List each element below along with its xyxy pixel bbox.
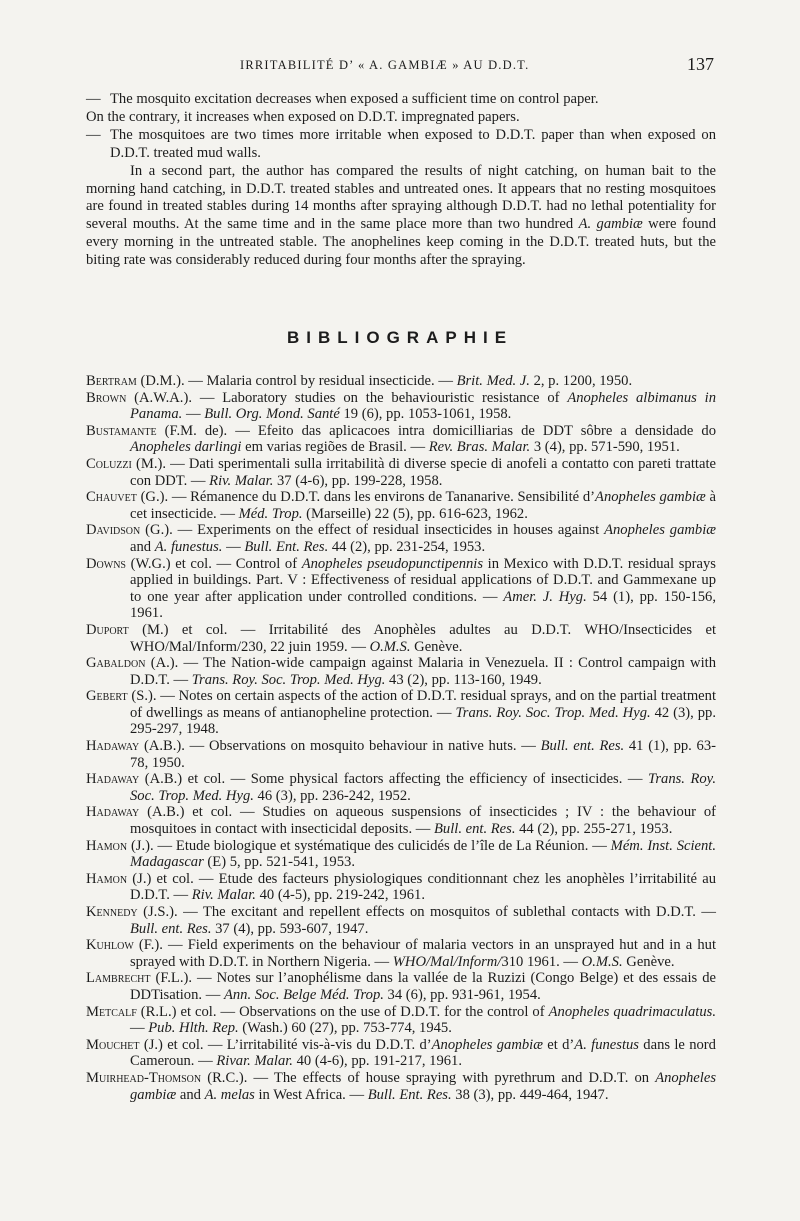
reference-author: Bustamante <box>86 422 157 439</box>
reference-author: Hadaway <box>86 804 140 821</box>
reference-text: (F.). — Field experiments on the behaviour of malaria vectors in an unsprayed hut and in a hut sprayed with D.D.T. in Northern Nigeria. — <box>130 937 716 970</box>
reference-entry <box>86 771 716 804</box>
reference-text: 37 (4), pp. 593-607, 1947. <box>211 920 369 937</box>
reference-entry <box>86 738 716 771</box>
reference-text: (J.) et col. — L’irritabilité vis-à-vis du D.D.T. d’ <box>139 1036 432 1053</box>
reference-entry <box>86 556 716 622</box>
journal-title: Brit. Med. J. <box>456 373 530 389</box>
reference-author: Hamon <box>86 837 128 854</box>
reference-text: — <box>182 406 205 423</box>
journal-title: Riv. Malar. <box>209 472 274 489</box>
reference-author: Kennedy <box>86 904 138 920</box>
reference-text: (R.C.). — The effects of house spraying with pyrethrum and D.D.T. on <box>201 1069 656 1086</box>
journal-title: Ann. Soc. Belge Méd. Trop. <box>223 986 384 1003</box>
reference-text: (J.S.). — The excitant and repellent effects on mosquitos of sublethal contacts with D.D.T. — <box>137 904 716 920</box>
reference-author: Brown <box>86 389 127 406</box>
reference-author: Hadaway <box>86 738 140 755</box>
reference-author: Davidson <box>86 522 141 539</box>
journal-title: Rivar. Malar. <box>216 1053 293 1070</box>
summary-item-1 <box>86 91 716 109</box>
journal-title: Trans. Roy. Soc. Trop. Med. Hyg. <box>130 771 716 804</box>
species-name: A. funestus <box>574 1036 639 1053</box>
reference-text: 19 (6), pp. 1053-1061, 1958. <box>339 406 512 423</box>
species-name: Anopheles gambiæ <box>431 1036 543 1053</box>
reference-entry <box>86 970 716 1003</box>
summary-item-1-continuation: On the contrary, it increases when exposed on D.D.T. impregnated papers. <box>86 108 520 125</box>
reference-entry <box>86 423 716 456</box>
reference-text: (A.B.) et col. — Studies on aqueous suspensions of insecticides ; IV : the behaviour of mosquitoes in contact with insecticidal deposits. — <box>130 804 716 838</box>
reference-entry <box>86 622 716 655</box>
reference-text: (Wash.) 60 (27), pp. 753-774, 1945. <box>238 1020 452 1037</box>
dash-marker: — <box>86 91 101 107</box>
reference-text: (F.M. de). — Efeito das aplicacoes intra domicilliarias de DDT sôbre a densidade do <box>156 422 716 439</box>
reference-text: and <box>176 1086 205 1103</box>
reference-entry <box>86 871 716 904</box>
reference-text: (G.). — Experiments on the effect of residual insecticides in houses against <box>140 522 605 539</box>
journal-title: Bull. Ent. Res. <box>367 1086 452 1103</box>
reference-text: et d’ <box>542 1036 575 1053</box>
reference-entry <box>86 373 716 390</box>
reference-author: Gebert <box>86 688 128 705</box>
journal-title: Riv. Malar. <box>191 887 256 904</box>
reference-entry <box>86 838 716 871</box>
summary-section <box>86 91 716 270</box>
reference-text: 41 (1), pp. 63-78, 1950. <box>130 738 716 771</box>
reference-text: (J.) et col. — Etude des facteurs physiologiques conditionnant chez les anophèles l’irritabilité au D.D.T. — <box>127 870 716 904</box>
reference-list <box>86 373 716 1103</box>
reference-author: Hadaway <box>86 771 140 788</box>
journal-title: O.M.S. <box>369 638 411 655</box>
reference-text: (Marseille) 22 (5), pp. 616-623, 1962. <box>302 505 528 522</box>
reference-text: — <box>222 538 245 555</box>
dash-marker: — <box>86 126 101 143</box>
reference-text: in Mexico with D.D.T. residual sprays applied in buildings. Part. V : Effectiveness of residual applications of D.D.T. and Gammexane up to one year after application under controlled conditions. — <box>130 555 716 605</box>
reference-entry <box>86 489 716 522</box>
reference-text: Genève. <box>410 638 463 655</box>
reference-text: em varias regiões de Brasil. — <box>241 439 429 456</box>
journal-title: WHO/Mal/Inform/ <box>392 953 502 970</box>
species-name: Anopheles gambiæ <box>130 1069 716 1103</box>
species-name: Anopheles gambiæ <box>604 522 716 539</box>
reference-entry <box>86 1037 716 1070</box>
reference-author: Coluzzi <box>86 455 132 472</box>
reference-text: (A.). — The Nation-wide campaign against Malaria in Venezuela. II : Control campaign with D.D.T. — <box>130 655 716 688</box>
reference-entry <box>86 937 716 970</box>
reference-text: 40 (4-6), pp. 191-217, 1961. <box>292 1053 462 1070</box>
summary-item-text: The mosquito excitation decreases when exposed a sufficient time on control paper. <box>110 91 599 107</box>
reference-text: 38 (3), pp. 449-464, 1947. <box>451 1086 609 1103</box>
journal-title: Amer. J. Hyg. <box>503 588 587 605</box>
reference-text: 43 (2), pp. 113-160, 1949. <box>385 671 542 688</box>
page-number: 137 <box>687 54 714 74</box>
reference-entry <box>86 655 716 688</box>
reference-author: Lambrecht <box>86 970 151 987</box>
reference-text: and <box>130 538 155 555</box>
summary-item-text: The mosquitoes are two times more irritable when exposed to D.D.T. paper than when exposed on D.D.T. treated mud walls. <box>110 126 716 161</box>
species-name: Anopheles pseudopunctipennis <box>301 555 484 572</box>
reference-author: Downs <box>86 555 126 572</box>
species-name: A. funestus. <box>154 538 223 555</box>
reference-entry <box>86 1004 716 1037</box>
reference-text: 42 (3), pp. 295-297, 1948. <box>130 704 717 738</box>
reference-author: Mouchet <box>86 1036 140 1053</box>
reference-text: 37 (4-6), pp. 199-228, 1958. <box>273 472 443 489</box>
reference-text: (R.L.) et col. — Observations on the use of D.D.T. for the control of <box>136 1003 549 1020</box>
reference-text: dans le nord Cameroun. — <box>130 1036 716 1070</box>
reference-text: (E) 5, pp. 521-541, 1953. <box>203 854 355 871</box>
reference-text: 2, p. 1200, 1950. <box>529 373 633 389</box>
running-title: IRRITABILITÉ D’ « A. GAMBIÆ » AU D.D.T. <box>240 58 530 72</box>
species-name: A. melas <box>204 1086 255 1103</box>
species-name: Anopheles quadrimaculatus. <box>548 1003 716 1020</box>
journal-title: Bull. Org. Mond. Santé <box>204 406 340 423</box>
reference-author: Kuhlow <box>86 937 134 954</box>
journal-title: O.M.S. <box>581 953 623 970</box>
species-name: Anopheles gambiæ <box>595 489 706 506</box>
reference-author: Gabaldon <box>86 655 146 672</box>
running-head <box>0 54 800 78</box>
journal-title: Bull. ent. Res. <box>540 738 625 755</box>
reference-text: in West Africa. — <box>254 1086 368 1103</box>
reference-entry <box>86 1070 716 1103</box>
reference-entry <box>86 804 716 837</box>
reference-text: (G.). — Rémanence du D.D.T. dans les environs de Tananarive. Sensibilité d’ <box>136 489 596 506</box>
journal-title: Bull. Ent. Res. <box>244 538 329 555</box>
paragraph-text: In a second part, the author has compared the results of night catching, on human bait to the morning hand catching, in D.D.T. treated stables and untreated ones. It appears that no resting mosquitoes are found in treated stables during 14 months after spraying although D.D.T. had no lethal potentiality for several mouths. At the same time and in the same place more than two hundred <box>86 162 716 233</box>
journal-title: Bull. ent. Res. <box>434 821 516 838</box>
reference-entry <box>86 522 716 555</box>
reference-text: (D.M.). — Malaria control by residual insecticide. — <box>136 373 457 389</box>
reference-text: 34 (6), pp. 931-961, 1954. <box>383 986 541 1003</box>
reference-text: (S.). — Notes on certain aspects of the action of D.D.T. residual sprays, and on the partial treatment of dwellings as means of antianopheline protection. — <box>127 688 716 721</box>
reference-text: — <box>130 1020 149 1037</box>
reference-text: 3 (4), pp. 571-590, 1951. <box>530 439 680 456</box>
reference-text: (A.B.). — Observations on mosquito behaviour in native huts. — <box>139 738 541 755</box>
journal-title: Rev. Bras. Malar. <box>428 439 531 456</box>
reference-text: 44 (2), pp. 255-271, 1953. <box>515 821 673 838</box>
reference-text: (A.B.) et col. — Some physical factors affecting the efficiency of insecticides. — <box>139 771 649 788</box>
reference-text: 40 (4-5), pp. 219-242, 1961. <box>255 887 425 904</box>
journal-title: Bull. ent. Res. <box>130 920 212 937</box>
reference-entry <box>86 904 716 937</box>
species-name: A. gambiæ <box>578 216 643 233</box>
section-title: BIBLIOGRAPHIE <box>286 328 514 347</box>
reference-text: (J.). — Etude biologique et systématique des culicidés de l’île de La Réunion. — <box>127 837 611 854</box>
reference-text: (A.W.A.). — Laboratory studies on the behaviouristic resistance of <box>126 389 568 406</box>
reference-text: 44 (2), pp. 231-254, 1953. <box>328 538 486 555</box>
reference-text: Genève. <box>622 953 675 970</box>
journal-title: Trans. Roy. Soc. Trop. Med. Hyg. <box>191 671 386 688</box>
reference-text: (M.) et col. — Irritabilité des Anophèles adultes au D.D.T. WHO/Insecticides et WHO/Mal/Inform/230, 22 juin 1959. — <box>128 621 716 655</box>
reference-author: Duport <box>86 621 129 638</box>
reference-text: 46 (3), pp. 236-242, 1952. <box>253 787 411 804</box>
species-name: Anopheles albimanus in Panama. <box>130 389 716 423</box>
reference-author: Bertram <box>86 373 137 389</box>
reference-text: (W.G.) et col. — Control of <box>125 555 302 572</box>
reference-author: Chauvet <box>86 489 137 506</box>
summary-paragraph <box>86 163 716 270</box>
paragraph-text: were found every morning in the untreated stable. The anophelines keep coming in the D.D.T. treated huts, but the biting rate was considerably reduced during four months after the spraying. <box>86 216 716 269</box>
summary-item-2 <box>86 127 716 163</box>
journal-title: Méd. Trop. <box>238 505 303 522</box>
journal-title: Trans. Roy. Soc. Trop. Med. Hyg. <box>455 704 651 721</box>
reference-text: (F.L.). — Notes sur l’anophélisme dans la vallée de la Ruzizi (Congo Belge) et des essais de DDTisation. — <box>130 970 716 1003</box>
species-name: Anopheles darlingi <box>130 439 242 456</box>
reference-entry <box>86 456 716 489</box>
reference-entry <box>86 688 716 738</box>
reference-entry <box>86 390 716 423</box>
reference-text: 54 (1), pp. 150-156, 1961. <box>130 588 716 622</box>
reference-text: à cet insecticide. — <box>130 489 716 522</box>
reference-author: Metcalf <box>86 1003 137 1020</box>
reference-author: Hamon <box>86 870 128 887</box>
reference-text: 310 1961. — <box>501 953 582 970</box>
journal-title: Pub. Hlth. Rep. <box>148 1020 239 1037</box>
reference-author: Muirhead-Thomson <box>86 1069 202 1086</box>
journal-title: Mém. Inst. Scient. Madagascar <box>130 837 717 871</box>
reference-text: (M.). — Dati sperimentali sulla irritabilità di diverse specie di anofeli a contatto con pareti trattate con DDT. — <box>130 455 716 489</box>
